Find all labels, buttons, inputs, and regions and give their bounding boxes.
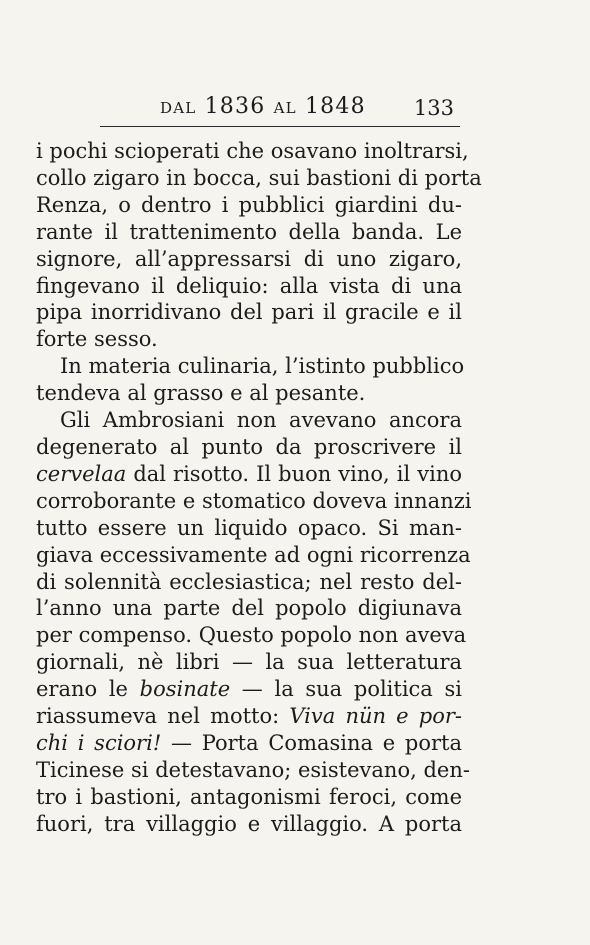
text-line: Ticinese si detestavano; esistevano, den- [36,757,470,782]
italic-term: cervelaa [36,461,127,486]
text-line: giava eccessivamente ad ogni ricorrenza [36,542,471,567]
text-line: per compenso. Questo popolo non aveva [36,623,467,648]
text-fragment: riassumeva nel motto: [36,704,290,729]
text-line: signore, all’appressarsi di uno zigaro, [36,246,462,271]
text-line [36,730,462,757]
text-line: corroborante e stomatico doveva innanzi [36,488,472,513]
body-text [36,138,482,838]
text-line: In materia culinaria, l’istinto pubblico [60,354,465,379]
running-title: dal 1836 al 1848 [160,94,366,119]
text-line: rante il trattenimento della banda. Le [36,219,462,244]
text-line: Renza, o dentro i pubblici giardini du- [36,192,462,217]
text-line [36,703,462,730]
text-fragment: — Porta Comasina e porta [161,730,462,755]
text-line: fingevano il deliquio: alla vista di una [36,273,462,298]
text-line: i pochi scioperati che osavano inoltrarsi, [36,139,469,163]
text-line: l’anno una parte del popolo digiunava [36,596,462,621]
text-line: degenerato al punto da proscrivere il [36,434,462,459]
text-line: tro i bastioni, antagonismi feroci, come [36,784,462,809]
page-header [160,94,460,124]
italic-motto: Viva nün e por- [289,704,462,729]
text-fragment: — la sua politica si [230,677,462,702]
italic-term: bosinate [139,677,231,702]
text-line [36,461,462,488]
text-line: collo zigaro in bocca, sui bastioni di porta [36,165,482,190]
text-line: forte sesso. [36,327,158,352]
page-number: 133 [413,96,454,120]
text-fragment: dal risotto. Il buon vino, il vino [126,461,462,486]
text-line: tendeva al grasso e al pesante. [36,381,366,406]
text-line [36,676,462,703]
header-rule [100,126,460,127]
text-line: pipa inorridivano del pari il gracile e il [36,300,462,325]
text-line: tutto essere un liquido opaco. Si man- [36,515,462,540]
text-line: di solennità ecclesiastica; nel resto del- [36,569,462,594]
text-line: Gli Ambrosiani non avevano ancora [60,408,462,433]
text-line: fuori, tra villaggio e villaggio. A porta [36,811,462,836]
text-fragment: erano le [36,677,140,702]
italic-motto: chi i sciori! [36,730,162,755]
text-line: giornali, nè libri — la sua letteratura [36,650,462,675]
